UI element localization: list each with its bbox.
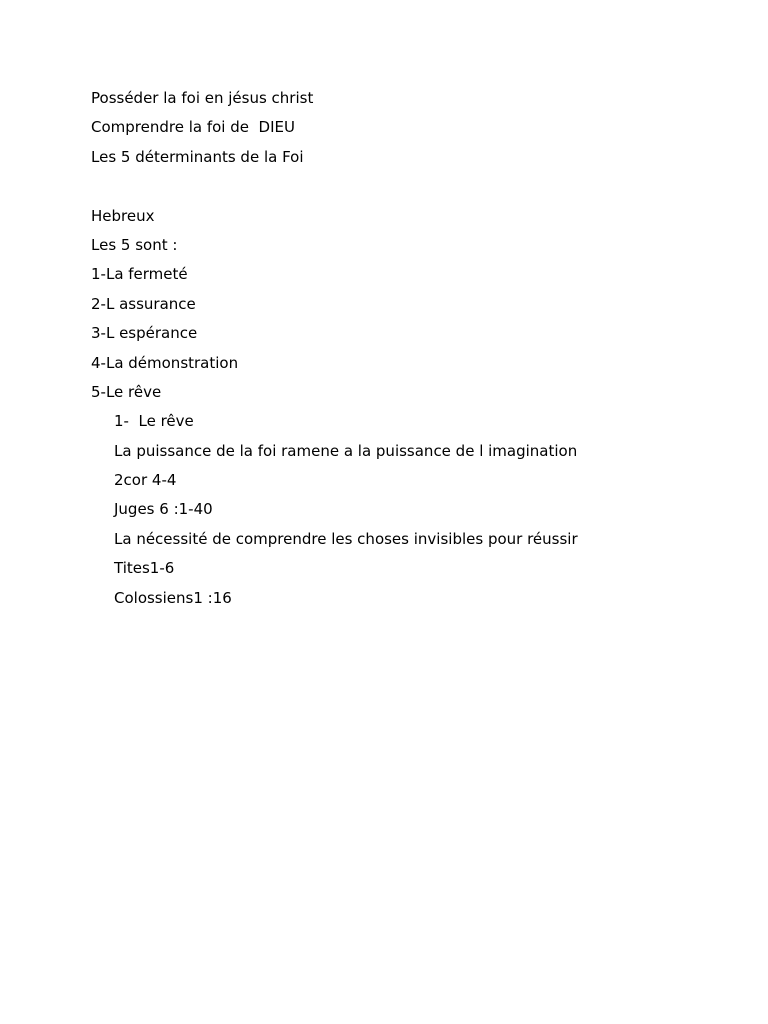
list-item: 4-La démonstration [91, 353, 239, 372]
text-line: La nécessité de comprendre les choses invisibles pour réussir [114, 529, 578, 548]
list-item: 2-L assurance [91, 294, 196, 313]
reference-line: Colossiens1 :16 [114, 588, 232, 607]
list-item: 1-La fermeté [91, 265, 188, 284]
text-line: Hebreux [91, 206, 155, 225]
list-item: 5-Le rêve [91, 382, 162, 401]
text-line: La puissance de la foi ramene a la puissance de l imagination [114, 441, 578, 460]
subsection-heading: 1- Le rêve [114, 412, 194, 431]
reference-line: 2cor 4-4 [114, 471, 177, 490]
reference-line: Juges 6 :1-40 [114, 500, 213, 519]
title-line: Posséder la foi en jésus christ [91, 89, 314, 107]
document-body [91, 84, 731, 613]
blank-line [91, 172, 731, 201]
text-line: Les 5 sont : [91, 235, 178, 254]
list-item: 3-L espérance [91, 324, 198, 343]
subtitle-line: Comprendre la foi de DIEU [91, 118, 295, 137]
heading-line: Les 5 déterminants de la Foi [91, 147, 304, 166]
reference-line: Tites1-6 [114, 559, 175, 578]
